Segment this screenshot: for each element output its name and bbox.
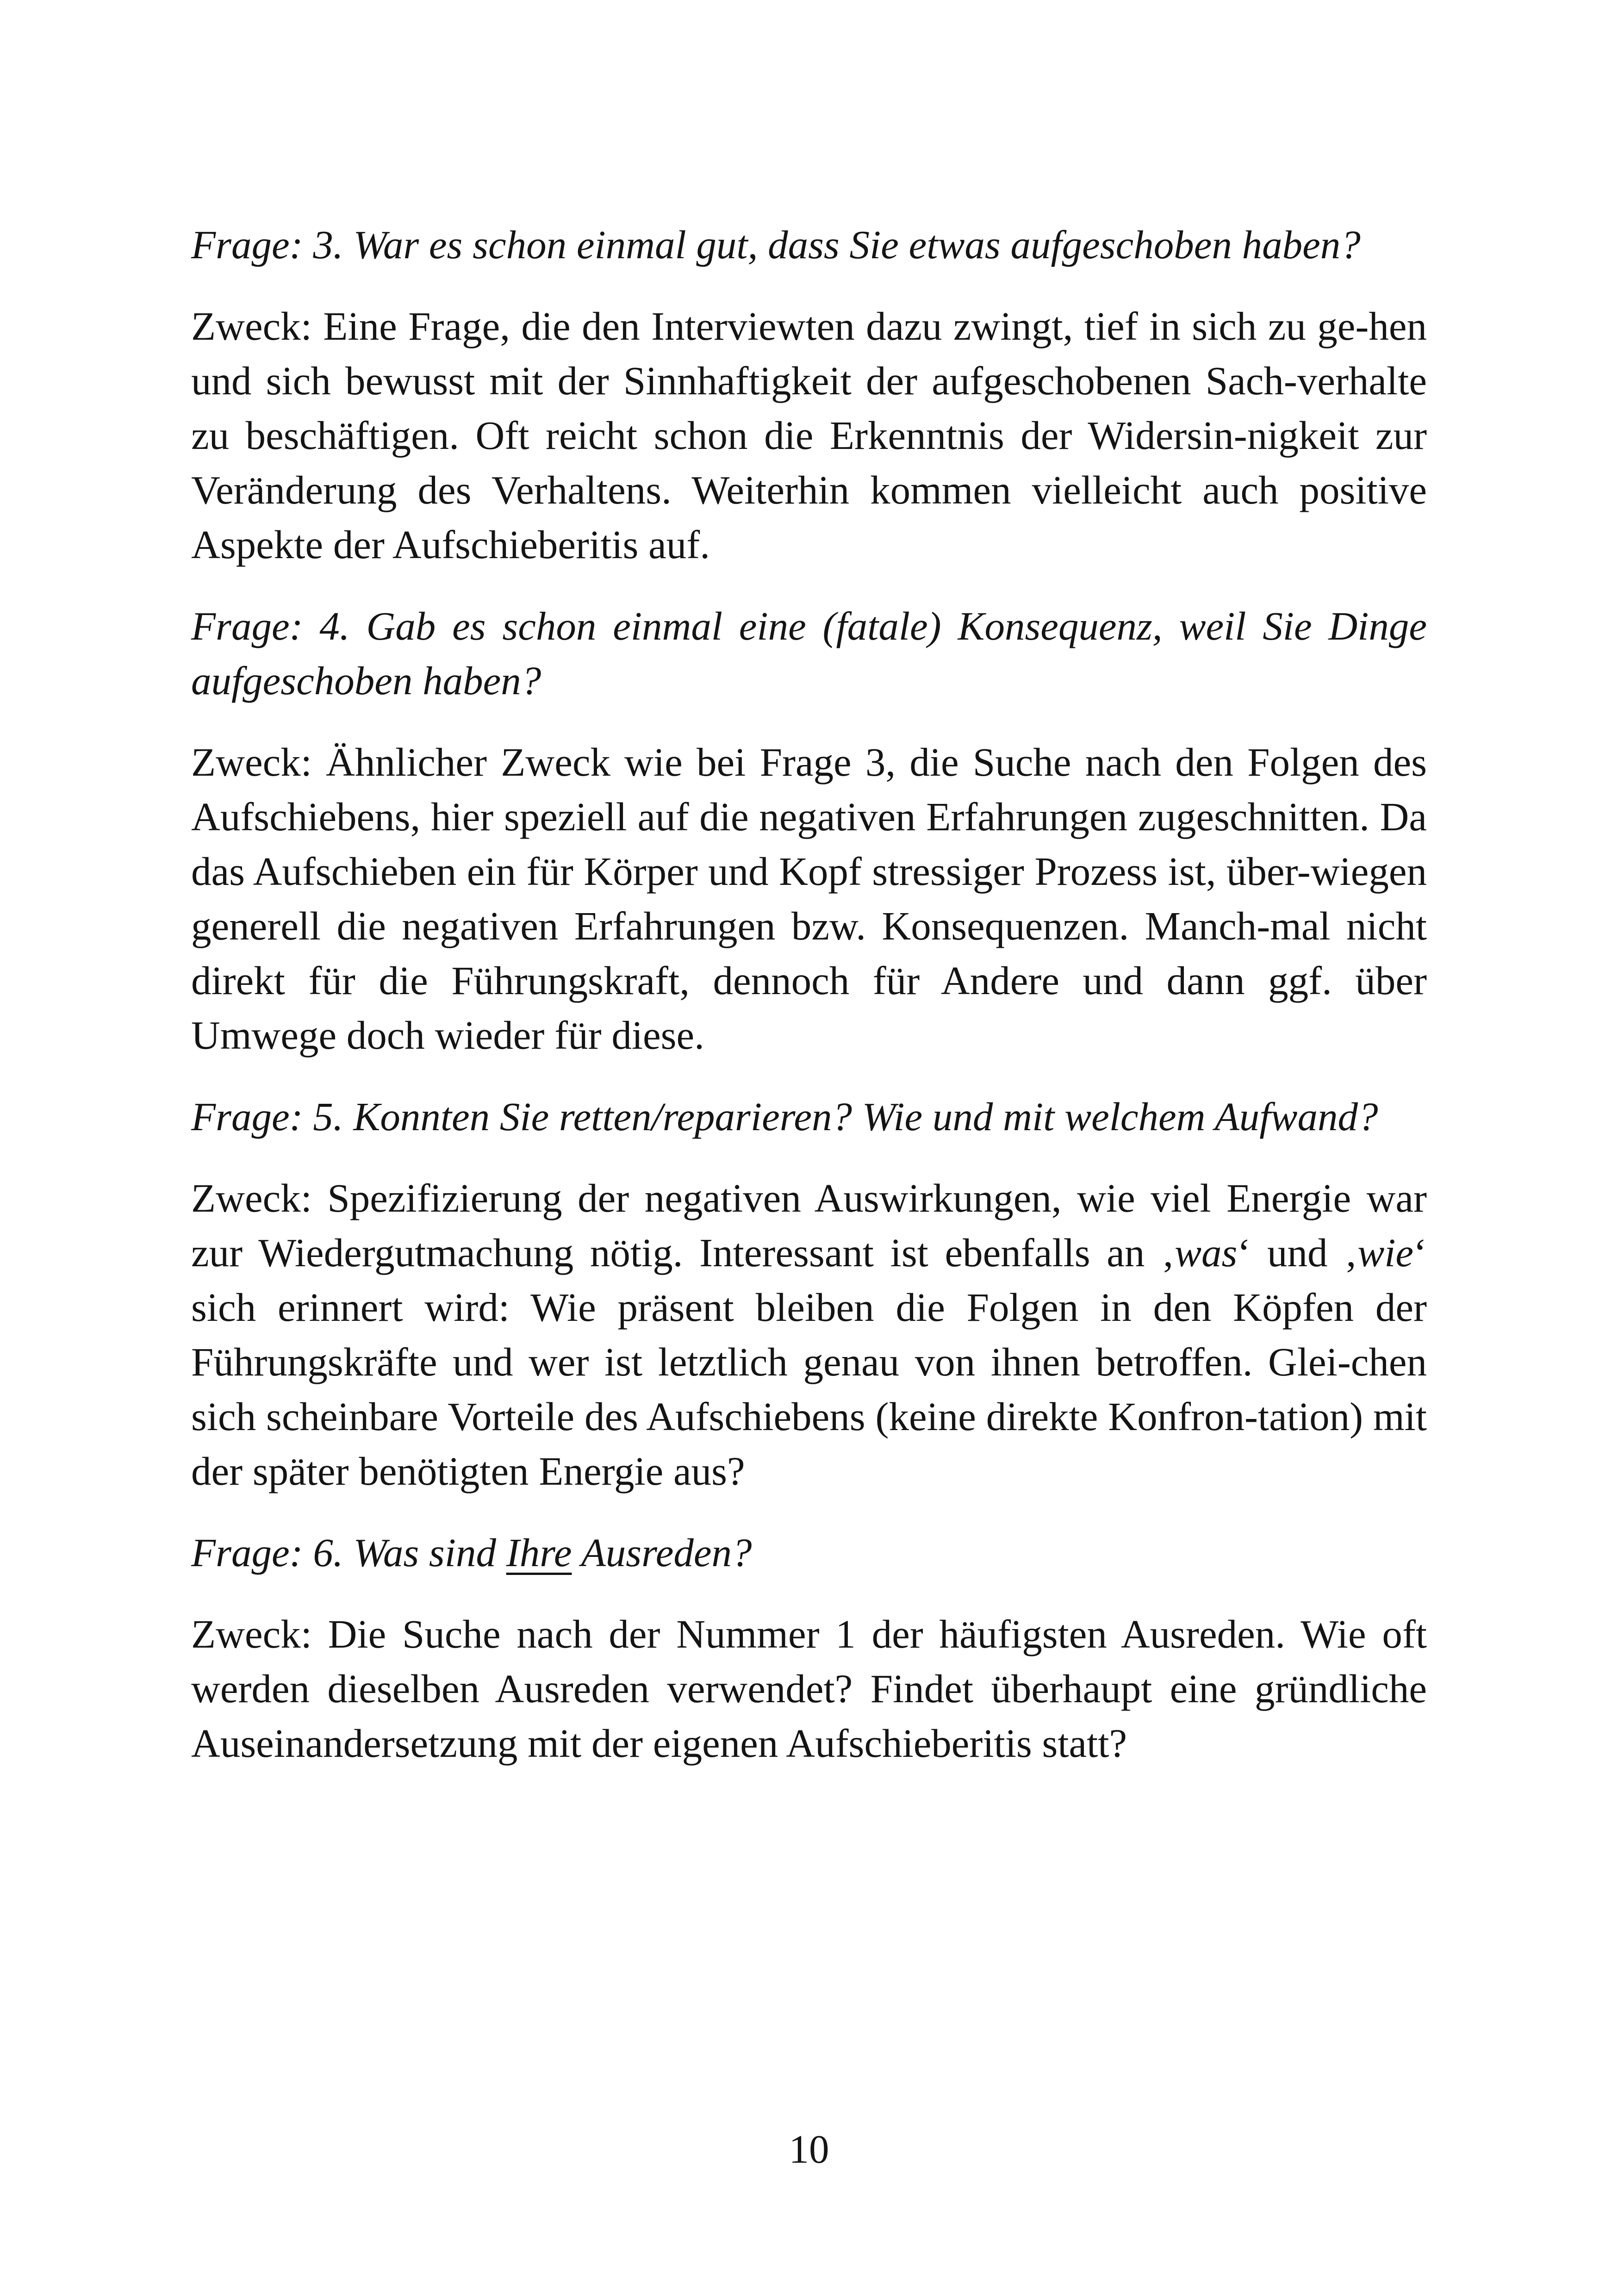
question-6-text-start: Frage: 6. Was sind: [191, 1530, 506, 1575]
purpose-5-text-end: ‘ sich erinnert wird: Wie präsent bleiben die Folgen in den Köpfen der Führungskräfte und wer ist letztlich genau von ihnen betroffen. Glei-chen sich scheinbare Vorteile des Aufschiebens (keine direkte Konfron-tation) mit der später benötigten Energie aus?: [191, 1230, 1427, 1493]
emphasis-wie: wie: [1357, 1230, 1414, 1275]
purpose-6: Zweck: Die Suche nach der Nummer 1 der häufigsten Ausreden. Wie oft werden dieselben Ausreden verwendet? Findet überhaupt eine gründliche Auseinandersetzung mit der eigenen Aufschieberitis statt?: [191, 1612, 1427, 1766]
purpose-4: Zweck: Ähnlicher Zweck wie bei Frage 3, die Suche nach den Folgen des Aufschiebens, hier speziell auf die negativen Erfahrungen zugeschnitten. Da das Aufschieben ein für Körper und Kopf stressiger Prozess ist, über-wiegen generell die negativen Erfahrungen bzw. Konsequenzen. Manch-mal nicht direkt für die Führungskraft, dennoch für Andere und dann ggf. über Umwege doch wieder für diese.: [191, 740, 1427, 1058]
page-number: 10: [789, 2127, 829, 2172]
question-6: [191, 1525, 1427, 1580]
emphasis-was: was: [1175, 1230, 1238, 1275]
question-3: Frage: 3. War es schon einmal gut, dass Sie etwas aufgeschoben haben?: [191, 222, 1361, 267]
purpose-5-text-middle: ‘ und ‚: [1237, 1230, 1358, 1275]
purpose-5: [191, 1171, 1427, 1499]
question-5: Frage: 5. Konnten Sie retten/reparieren? Wie und mit welchem Aufwand?: [191, 1094, 1378, 1139]
question-6-text-end: Ausreden?: [572, 1530, 752, 1575]
purpose-3: Zweck: Eine Frage, die den Interviewten dazu zwingt, tief in sich zu ge-hen und sich bewusst mit der Sinnhaftigkeit der aufgeschobenen Sach-verhalte zu beschäftigen. Oft reicht schon die Erkenntnis der Widersin-nigkeit zur Veränderung des Verhaltens. Weiterhin kommen vielleicht auch positive Aspekte der Aufschieberitis auf.: [191, 304, 1427, 567]
page-body: [191, 218, 1427, 1771]
purpose-5-text-start: Zweck: Spezifizierung der negativen Auswirkungen, wie viel Energie war zur Wiedergutmachung nötig. Interessant ist ebenfalls an ‚: [191, 1176, 1427, 1275]
underlined-ihre: Ihre: [506, 1530, 572, 1575]
question-4: Frage: 4. Gab es schon einmal eine (fatale) Konsequenz, weil Sie Dinge aufgeschoben haben?: [191, 604, 1427, 703]
